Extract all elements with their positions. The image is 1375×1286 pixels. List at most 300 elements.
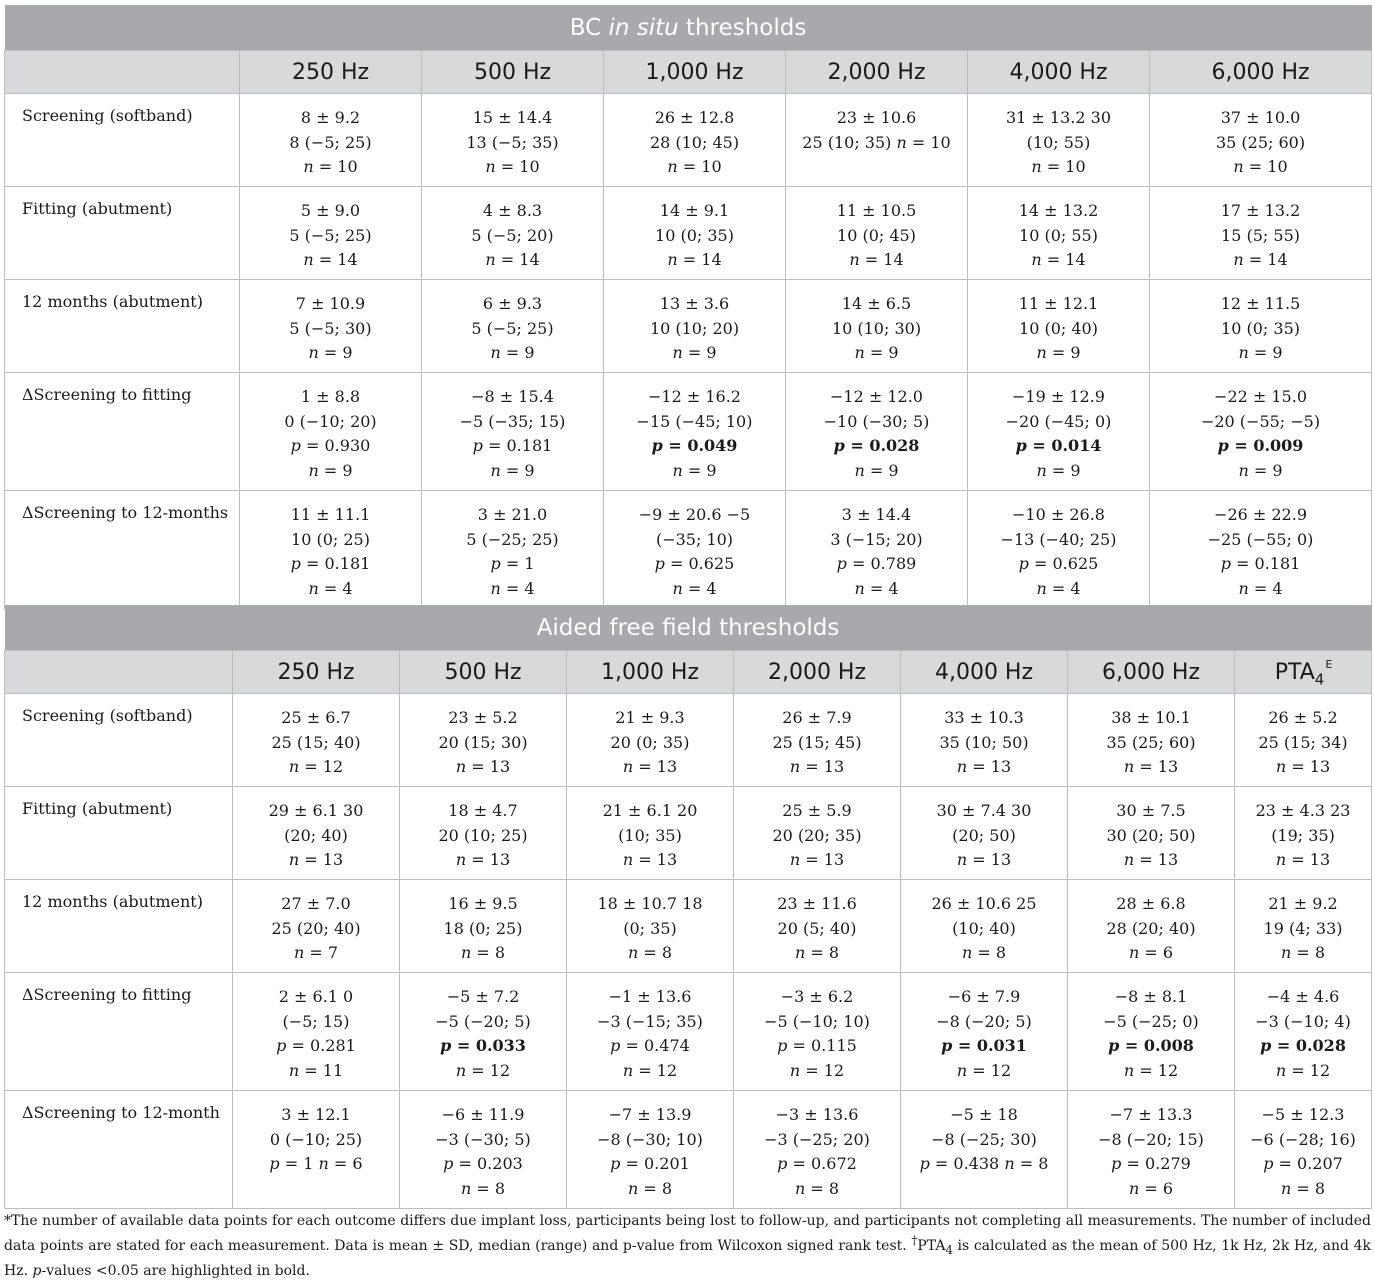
data-cell bbox=[400, 1091, 567, 1209]
table-row bbox=[5, 787, 1372, 880]
cell-line: n = 14 bbox=[667, 250, 722, 270]
cell-line: p = 0.181 bbox=[290, 554, 371, 574]
cell-line: n = 10 bbox=[303, 157, 358, 177]
cell-line: −3 ± 13.6 bbox=[775, 1105, 859, 1124]
cell-line: −6 ± 7.9 bbox=[947, 987, 1021, 1006]
cell-line: 17 ± 13.2 bbox=[1220, 201, 1301, 220]
data-cell bbox=[1068, 694, 1235, 787]
cell-line: p = 0.008 bbox=[1108, 1036, 1194, 1056]
cell-line: −8 (−20; 15) bbox=[1098, 1129, 1204, 1149]
data-cell bbox=[1150, 373, 1372, 491]
cell-line: n = 9 bbox=[1238, 343, 1283, 363]
column-header: 4,000 Hz bbox=[968, 51, 1150, 94]
column-header: 4,000 Hz bbox=[901, 651, 1068, 694]
cell-line: −5 ± 12.3 bbox=[1261, 1105, 1345, 1124]
cell-line: 35 (10; 50) bbox=[939, 732, 1029, 752]
column-header: 500 Hz bbox=[400, 651, 567, 694]
cell-line: −5 (−20; 5) bbox=[435, 1011, 531, 1031]
cell-line: (10; 35) bbox=[618, 825, 682, 845]
cell-line: 5 (−5; 30) bbox=[289, 318, 372, 338]
data-cell bbox=[567, 1091, 734, 1209]
cell-line: 0 (−10; 20) bbox=[284, 411, 377, 431]
cell-line: 23 ± 5.2 bbox=[448, 708, 518, 727]
cell-line: p = 0.028 bbox=[1260, 1036, 1346, 1056]
cell-line: 5 (−5; 25) bbox=[471, 318, 554, 338]
cell-line: −10 ± 26.8 bbox=[1012, 505, 1105, 524]
cell-line: 33 ± 10.3 bbox=[944, 708, 1024, 727]
cell-line: (−5; 15) bbox=[282, 1011, 350, 1031]
table1-corner bbox=[5, 51, 240, 94]
cell-line: n = 9 bbox=[1036, 343, 1081, 363]
cell-line: n = 4 bbox=[490, 578, 535, 598]
cell-line: −3 (−30; 5) bbox=[435, 1129, 531, 1149]
table-row bbox=[5, 280, 1372, 373]
cell-line: n = 10 bbox=[1031, 157, 1086, 177]
cell-line: −5 (−10; 10) bbox=[764, 1011, 870, 1031]
cell-line: 21 ± 6.1 20 bbox=[602, 801, 698, 820]
cell-line: 28 (20; 40) bbox=[1106, 918, 1196, 938]
table2-title: Aided free field thresholds bbox=[5, 605, 1372, 651]
cell-line: p = 0.014 bbox=[1015, 436, 1102, 456]
data-cell bbox=[734, 973, 901, 1091]
data-cell bbox=[422, 491, 604, 609]
cell-line: 25 (15; 45) bbox=[772, 732, 862, 752]
data-cell bbox=[422, 94, 604, 187]
data-cell bbox=[400, 973, 567, 1091]
data-cell bbox=[567, 694, 734, 787]
cell-line: −8 ± 8.1 bbox=[1114, 987, 1188, 1006]
cell-line: p = 0.625 bbox=[1018, 554, 1099, 574]
cell-line: n = 8 bbox=[961, 943, 1007, 963]
cell-line: −8 (−20; 5) bbox=[936, 1011, 1032, 1031]
cell-line: n = 4 bbox=[854, 578, 899, 598]
row-label: ΔScreening to 12-month bbox=[5, 1091, 233, 1209]
column-header: 1,000 Hz bbox=[604, 51, 786, 94]
cell-line: 23 ± 4.3 23 bbox=[1255, 801, 1351, 820]
cell-line: p = 0.207 bbox=[1263, 1154, 1343, 1174]
cell-line: n = 4 bbox=[1238, 578, 1283, 598]
cell-line: n = 12 bbox=[455, 1060, 511, 1080]
row-label: 12 months (abutment) bbox=[5, 880, 233, 973]
cell-line: n = 9 bbox=[490, 460, 535, 480]
cell-line: 25 (10; 35) n = 10 bbox=[802, 132, 951, 152]
cell-line: 37 ± 10.0 bbox=[1220, 108, 1301, 127]
cell-line: n = 10 bbox=[667, 157, 722, 177]
cell-line: 30 ± 7.4 30 bbox=[936, 801, 1032, 820]
cell-line: −3 ± 6.2 bbox=[780, 987, 854, 1006]
row-label: Screening (softband) bbox=[5, 694, 233, 787]
cell-line: 28 ± 6.8 bbox=[1116, 894, 1186, 913]
cell-line: n = 13 bbox=[789, 850, 845, 870]
data-cell bbox=[233, 787, 400, 880]
cell-line: p = 0.031 bbox=[941, 1036, 1027, 1056]
data-cell bbox=[901, 1091, 1068, 1209]
cell-line: n = 7 bbox=[293, 943, 339, 963]
cell-line: n = 14 bbox=[485, 250, 540, 270]
column-header: 250 Hz bbox=[240, 51, 422, 94]
cell-line: n = 13 bbox=[956, 850, 1012, 870]
data-cell bbox=[1068, 1091, 1235, 1209]
cell-line: 18 ± 4.7 bbox=[448, 801, 518, 820]
cell-line: 31 ± 13.2 30 bbox=[1005, 108, 1111, 127]
cell-line: −5 ± 7.2 bbox=[446, 987, 520, 1006]
data-cell bbox=[567, 880, 734, 973]
aided-free-field-table bbox=[4, 605, 1372, 1209]
data-cell bbox=[604, 187, 786, 280]
cell-line: 20 (20; 35) bbox=[772, 825, 862, 845]
cell-line: 10 (10; 20) bbox=[649, 318, 740, 338]
column-header: 6,000 Hz bbox=[1150, 51, 1372, 94]
cell-line: n = 6 bbox=[1128, 943, 1174, 963]
data-cell bbox=[240, 187, 422, 280]
cell-line: 12 ± 11.5 bbox=[1220, 294, 1301, 313]
cell-line: 10 (0; 35) bbox=[1221, 318, 1300, 338]
cell-line: 23 ± 10.6 bbox=[836, 108, 917, 127]
data-cell bbox=[901, 880, 1068, 973]
cell-line: (20; 50) bbox=[952, 825, 1016, 845]
data-cell bbox=[901, 973, 1068, 1091]
cell-line: −25 (−55; 0) bbox=[1207, 529, 1314, 549]
cell-line: n = 9 bbox=[308, 460, 353, 480]
cell-line: 14 ± 9.1 bbox=[659, 201, 730, 220]
data-cell bbox=[734, 1091, 901, 1209]
cell-line: 20 (5; 40) bbox=[777, 918, 857, 938]
data-cell bbox=[1235, 1091, 1372, 1209]
cell-line: n = 13 bbox=[1123, 850, 1179, 870]
cell-line: p = 1 bbox=[490, 554, 535, 574]
cell-line: 5 (−5; 20) bbox=[471, 225, 554, 245]
cell-line: n = 12 bbox=[622, 1060, 678, 1080]
cell-line: p = 0.009 bbox=[1217, 436, 1304, 456]
column-header: 2,000 Hz bbox=[786, 51, 968, 94]
cell-line: 25 (15; 34) bbox=[1258, 732, 1348, 752]
cell-line: p = 0.625 bbox=[654, 554, 735, 574]
cell-line: n = 9 bbox=[672, 343, 717, 363]
cell-line: n = 8 bbox=[1280, 943, 1326, 963]
cell-line: n = 9 bbox=[1036, 460, 1081, 480]
cell-line: p = 1 n = 6 bbox=[269, 1154, 363, 1174]
cell-line: 1 ± 8.8 bbox=[300, 387, 361, 406]
cell-line: −20 (−55; −5) bbox=[1200, 411, 1321, 431]
row-label: ΔScreening to 12-months bbox=[5, 491, 240, 609]
cell-line: 35 (25; 60) bbox=[1106, 732, 1196, 752]
data-cell bbox=[786, 491, 968, 609]
cell-line: 10 (0; 45) bbox=[837, 225, 916, 245]
cell-line: −8 ± 15.4 bbox=[471, 387, 554, 406]
data-cell bbox=[604, 94, 786, 187]
data-cell bbox=[1150, 94, 1372, 187]
cell-line: p = 0.028 bbox=[833, 436, 920, 456]
column-header: 2,000 Hz bbox=[734, 651, 901, 694]
cell-line: −8 (−25; 30) bbox=[931, 1129, 1037, 1149]
cell-line: n = 9 bbox=[490, 343, 535, 363]
cell-line: p = 0.281 bbox=[276, 1036, 356, 1056]
data-cell bbox=[786, 187, 968, 280]
cell-line: 26 ± 12.8 bbox=[654, 108, 735, 127]
cell-line: n = 4 bbox=[672, 578, 717, 598]
row-label: Fitting (abutment) bbox=[5, 187, 240, 280]
cell-line: p = 0.033 bbox=[440, 1036, 526, 1056]
cell-line: p = 0.438 n = 8 bbox=[919, 1154, 1049, 1174]
cell-line: (19; 35) bbox=[1271, 825, 1335, 845]
cell-line: −3 (−25; 20) bbox=[764, 1129, 870, 1149]
cell-line: n = 12 bbox=[789, 1060, 845, 1080]
cell-line: 3 (−15; 20) bbox=[830, 529, 923, 549]
data-cell bbox=[240, 491, 422, 609]
cell-line: n = 13 bbox=[956, 757, 1012, 777]
cell-line: n = 9 bbox=[308, 343, 353, 363]
data-cell bbox=[240, 280, 422, 373]
cell-line: 5 (−5; 25) bbox=[289, 225, 372, 245]
cell-line: n = 10 bbox=[1233, 157, 1288, 177]
cell-line: 16 ± 9.5 bbox=[448, 894, 518, 913]
cell-line: p = 0.115 bbox=[777, 1036, 857, 1056]
cell-line: 27 ± 7.0 bbox=[281, 894, 351, 913]
row-label: ΔScreening to fitting bbox=[5, 973, 233, 1091]
data-cell bbox=[968, 94, 1150, 187]
cell-line: n = 13 bbox=[1275, 757, 1331, 777]
cell-line: n = 8 bbox=[460, 943, 506, 963]
column-header: 1,000 Hz bbox=[567, 651, 734, 694]
cell-line: 15 ± 14.4 bbox=[472, 108, 553, 127]
cell-line: 26 ± 7.9 bbox=[782, 708, 852, 727]
cell-line: −7 ± 13.3 bbox=[1109, 1105, 1193, 1124]
data-cell bbox=[240, 94, 422, 187]
cell-line: n = 13 bbox=[622, 757, 678, 777]
bc-in-situ-table bbox=[4, 5, 1372, 609]
data-cell bbox=[604, 491, 786, 609]
table-row bbox=[5, 187, 1372, 280]
cell-line: n = 9 bbox=[854, 460, 899, 480]
cell-line: n = 11 bbox=[288, 1060, 344, 1080]
cell-line: 19 (4; 33) bbox=[1263, 918, 1343, 938]
data-cell bbox=[604, 280, 786, 373]
cell-line: 10 (0; 40) bbox=[1019, 318, 1098, 338]
cell-line: n = 14 bbox=[1233, 250, 1288, 270]
cell-line: n = 4 bbox=[1036, 578, 1081, 598]
column-header-pta: $PTA_4^E$ bbox=[1235, 651, 1372, 694]
cell-line: 25 ± 5.9 bbox=[782, 801, 852, 820]
cell-line: 25 (15; 40) bbox=[271, 732, 361, 752]
cell-line: n = 9 bbox=[854, 343, 899, 363]
data-cell bbox=[1068, 880, 1235, 973]
cell-line: n = 13 bbox=[622, 850, 678, 870]
cell-line: −26 ± 22.9 bbox=[1214, 505, 1307, 524]
data-cell bbox=[400, 787, 567, 880]
cell-line: n = 4 bbox=[308, 578, 353, 598]
cell-line: 8 ± 9.2 bbox=[300, 108, 361, 127]
data-cell bbox=[1068, 787, 1235, 880]
data-cell bbox=[1235, 694, 1372, 787]
cell-line: n = 9 bbox=[672, 460, 717, 480]
cell-line: n = 13 bbox=[455, 850, 511, 870]
cell-line: 11 ± 11.1 bbox=[290, 505, 371, 524]
data-cell bbox=[1150, 491, 1372, 609]
table-row bbox=[5, 373, 1372, 491]
cell-line: 10 (0; 55) bbox=[1019, 225, 1098, 245]
cell-line: 5 (−25; 25) bbox=[466, 529, 559, 549]
cell-line: 7 ± 10.9 bbox=[295, 294, 366, 313]
data-cell bbox=[968, 491, 1150, 609]
cell-line: −9 ± 20.6 −5 bbox=[638, 505, 751, 524]
cell-line: (20; 40) bbox=[284, 825, 348, 845]
data-cell bbox=[233, 880, 400, 973]
cell-line: n = 12 bbox=[1123, 1060, 1179, 1080]
cell-line: p = 0.181 bbox=[472, 436, 553, 456]
cell-line: 20 (10; 25) bbox=[438, 825, 528, 845]
cell-line: n = 14 bbox=[303, 250, 358, 270]
cell-line: −10 (−30; 5) bbox=[823, 411, 930, 431]
cell-line: n = 8 bbox=[460, 1178, 506, 1198]
data-cell bbox=[567, 973, 734, 1091]
data-cell bbox=[567, 787, 734, 880]
cell-line: 10 (0; 25) bbox=[291, 529, 370, 549]
cell-line: 18 ± 10.7 18 bbox=[597, 894, 703, 913]
cell-line: n = 10 bbox=[485, 157, 540, 177]
cell-line: 23 ± 11.6 bbox=[777, 894, 857, 913]
data-cell bbox=[968, 280, 1150, 373]
cell-line: n = 8 bbox=[627, 943, 673, 963]
cell-line: −6 ± 11.9 bbox=[441, 1105, 525, 1124]
cell-line: 30 (20; 50) bbox=[1106, 825, 1196, 845]
cell-line: p = 0.181 bbox=[1220, 554, 1301, 574]
cell-line: −13 (−40; 25) bbox=[1000, 529, 1117, 549]
cell-line: −15 (−45; 10) bbox=[636, 411, 753, 431]
cell-line: 21 ± 9.3 bbox=[615, 708, 685, 727]
cell-line: n = 13 bbox=[789, 757, 845, 777]
cell-line: 8 (−5; 25) bbox=[289, 132, 372, 152]
table-row bbox=[5, 94, 1372, 187]
table-row bbox=[5, 491, 1372, 609]
cell-line: p = 0.279 bbox=[1111, 1154, 1191, 1174]
column-header: 6,000 Hz bbox=[1068, 651, 1235, 694]
cell-line: −8 (−30; 10) bbox=[597, 1129, 703, 1149]
row-label: 12 months (abutment) bbox=[5, 280, 240, 373]
cell-line: −5 ± 18 bbox=[950, 1105, 1018, 1124]
cell-line: (−35; 10) bbox=[655, 529, 734, 549]
cell-line: 10 (0; 35) bbox=[655, 225, 734, 245]
cell-line: p = 0.930 bbox=[290, 436, 371, 456]
cell-line: 28 (10; 45) bbox=[649, 132, 740, 152]
data-cell bbox=[233, 694, 400, 787]
table-footnote: *The number of available data points for each outcome differs due implant loss, participants being lost to follow-up, and participants not completing all measurements. The number of included data points are stated for each measurement. Data is mean ± SD, median (range) and p-value from Wilcoxon signed rank test. $^\dagger PTA_4$ is calculated as the mean of 500 Hz, 1k Hz, 2k Hz, and 4k Hz. p-values <0.05 are highlighted in bold. bbox=[4, 1213, 1371, 1279]
data-cell bbox=[1235, 787, 1372, 880]
cell-line: n = 13 bbox=[288, 850, 344, 870]
cell-line: p = 0.203 bbox=[443, 1154, 523, 1174]
data-cell bbox=[901, 787, 1068, 880]
cell-line: −12 ± 12.0 bbox=[830, 387, 923, 406]
table-row bbox=[5, 973, 1372, 1091]
cell-line: 3 ± 12.1 bbox=[281, 1105, 351, 1124]
data-cell bbox=[1150, 187, 1372, 280]
cell-line: (10; 55) bbox=[1026, 132, 1091, 152]
data-cell bbox=[734, 787, 901, 880]
column-header: 500 Hz bbox=[422, 51, 604, 94]
cell-line: 2 ± 6.1 0 bbox=[278, 987, 354, 1006]
data-cell bbox=[400, 880, 567, 973]
data-cell bbox=[786, 373, 968, 491]
cell-line: n = 8 bbox=[627, 1178, 673, 1198]
cell-line: n = 13 bbox=[455, 757, 511, 777]
data-cell bbox=[786, 94, 968, 187]
cell-line: −5 (−25; 0) bbox=[1103, 1011, 1199, 1031]
data-cell bbox=[422, 187, 604, 280]
cell-line: 26 ± 5.2 bbox=[1268, 708, 1338, 727]
data-cell bbox=[968, 373, 1150, 491]
cell-line: 13 (−5; 35) bbox=[466, 132, 559, 152]
cell-line: 21 ± 9.2 bbox=[1268, 894, 1338, 913]
cell-line: 26 ± 10.6 25 bbox=[931, 894, 1037, 913]
cell-line: −1 ± 13.6 bbox=[608, 987, 692, 1006]
cell-line: p = 0.049 bbox=[651, 436, 738, 456]
cell-line: n = 6 bbox=[1128, 1178, 1174, 1198]
cell-line: p = 0.201 bbox=[610, 1154, 690, 1174]
cell-line: n = 12 bbox=[956, 1060, 1012, 1080]
cell-line: n = 12 bbox=[288, 757, 344, 777]
cell-line: −19 ± 12.9 bbox=[1012, 387, 1105, 406]
data-cell bbox=[400, 694, 567, 787]
cell-line: 13 ± 3.6 bbox=[659, 294, 730, 313]
data-cell bbox=[240, 373, 422, 491]
cell-line: 0 (−10; 25) bbox=[269, 1129, 363, 1149]
cell-line: 5 ± 9.0 bbox=[300, 201, 361, 220]
cell-line: 25 ± 6.7 bbox=[281, 708, 351, 727]
cell-line: (10; 40) bbox=[952, 918, 1016, 938]
row-label: ΔScreening to fitting bbox=[5, 373, 240, 491]
cell-line: 10 (10; 30) bbox=[831, 318, 922, 338]
cell-line: 15 (5; 55) bbox=[1221, 225, 1300, 245]
cell-line: n = 8 bbox=[1280, 1178, 1326, 1198]
cell-line: 11 ± 12.1 bbox=[1018, 294, 1099, 313]
cell-line: p = 0.672 bbox=[777, 1154, 857, 1174]
cell-line: 20 (0; 35) bbox=[610, 732, 690, 752]
cell-line: 3 ± 21.0 bbox=[477, 505, 548, 524]
cell-line: n = 8 bbox=[794, 943, 840, 963]
cell-line: p = 0.474 bbox=[610, 1036, 690, 1056]
cell-line: 14 ± 6.5 bbox=[841, 294, 912, 313]
cell-line: −4 ± 4.6 bbox=[1266, 987, 1340, 1006]
cell-line: 4 ± 8.3 bbox=[482, 201, 543, 220]
data-cell bbox=[786, 280, 968, 373]
data-cell bbox=[734, 694, 901, 787]
cell-line: −22 ± 15.0 bbox=[1214, 387, 1307, 406]
table-row bbox=[5, 694, 1372, 787]
cell-line: n = 14 bbox=[1031, 250, 1086, 270]
data-cell bbox=[734, 880, 901, 973]
data-cell bbox=[1150, 280, 1372, 373]
cell-line: −5 (−35; 15) bbox=[459, 411, 566, 431]
data-cell bbox=[422, 373, 604, 491]
cell-line: 38 ± 10.1 bbox=[1111, 708, 1191, 727]
cell-line: (0; 35) bbox=[623, 918, 677, 938]
data-cell bbox=[604, 373, 786, 491]
cell-line: −3 (−15; 35) bbox=[597, 1011, 703, 1031]
cell-line: 35 (25; 60) bbox=[1215, 132, 1306, 152]
cell-line: 6 ± 9.3 bbox=[482, 294, 543, 313]
data-cell bbox=[901, 694, 1068, 787]
cell-line: n = 12 bbox=[1275, 1060, 1331, 1080]
data-cell bbox=[233, 1091, 400, 1209]
cell-line: −7 ± 13.9 bbox=[608, 1105, 692, 1124]
table1-title: BC in situ thresholds bbox=[5, 5, 1372, 51]
cell-line: 25 (20; 40) bbox=[271, 918, 361, 938]
data-cell bbox=[1235, 973, 1372, 1091]
cell-line: 3 ± 14.4 bbox=[841, 505, 912, 524]
cell-line: 11 ± 10.5 bbox=[836, 201, 917, 220]
cell-line: 20 (15; 30) bbox=[438, 732, 528, 752]
data-cell bbox=[968, 187, 1150, 280]
row-label: Fitting (abutment) bbox=[5, 787, 233, 880]
